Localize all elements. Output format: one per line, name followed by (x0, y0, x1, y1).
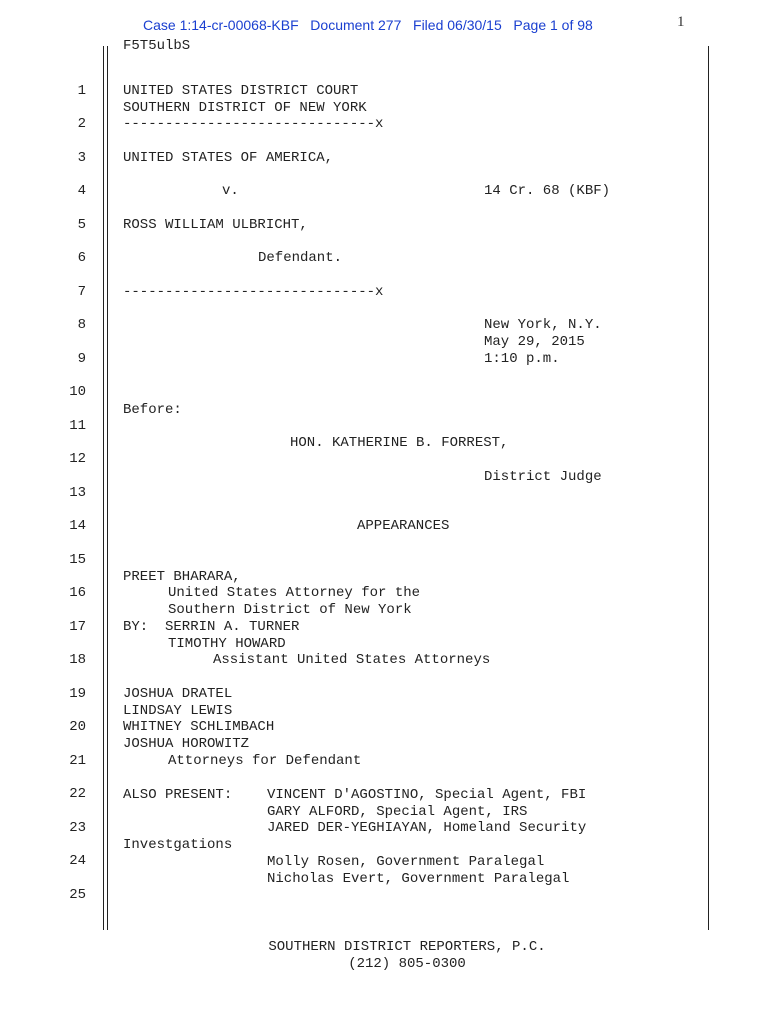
right-margin-rule (708, 46, 709, 930)
line-number: 21 (69, 753, 86, 769)
line-number: 4 (77, 183, 86, 199)
defense-attorney: LINDSAY LEWIS (123, 703, 233, 719)
line-number: 12 (69, 451, 86, 467)
caption-separator-bottom: ------------------------------x (123, 284, 384, 300)
line-number: 24 (69, 853, 86, 869)
also-present-person: GARY ALFORD, Special Agent, IRS (267, 804, 528, 820)
line-number: 18 (69, 652, 86, 668)
line-number: 10 (69, 384, 86, 400)
line-number: 17 (69, 619, 86, 635)
prosecution-lead: PREET BHARARA, (123, 569, 241, 585)
line-number: 8 (77, 317, 86, 333)
line-number: 22 (69, 786, 86, 802)
line-number: 2 (77, 116, 86, 132)
before-label: Before: (123, 402, 182, 418)
line-number: 13 (69, 485, 86, 501)
also-present-person: Molly Rosen, Government Paralegal (267, 854, 545, 870)
judge-name: HON. KATHERINE B. FORREST, (290, 435, 509, 451)
line-number: 15 (69, 552, 86, 568)
line-number: 20 (69, 719, 86, 735)
line-number: 5 (77, 217, 86, 233)
case-number: 14 Cr. 68 (KBF) (484, 183, 611, 199)
court-name: UNITED STATES DISTRICT COURT (123, 83, 359, 99)
also-present-person: VINCENT D'AGOSTINO, Special Agent, FBI (267, 787, 587, 803)
defense-attorney: JOSHUA HOROWITZ (123, 736, 250, 752)
defendant-name: ROSS WILLIAM ULBRICHT, (123, 217, 308, 233)
line-number: 19 (69, 686, 86, 702)
defense-attorney: WHITNEY SCHLIMBACH (123, 719, 275, 735)
line-number: 14 (69, 518, 86, 534)
footer-phone: (212) 805-0300 (348, 956, 466, 972)
line-number: 11 (69, 418, 86, 434)
hearing-time: 1:10 p.m. (484, 351, 560, 367)
district-name: SOUTHERN DISTRICT OF NEW YORK (123, 100, 367, 116)
line-number: 16 (69, 585, 86, 601)
appearances-heading: APPEARANCES (357, 518, 450, 534)
page-number-corner: 1 (677, 14, 685, 30)
line-number: 7 (77, 284, 86, 300)
file-code: F5T5ulbS (123, 38, 191, 54)
left-margin-rule-outer (103, 46, 104, 930)
line-number: 6 (77, 250, 86, 266)
case-header-stamp: Case 1:14-cr-00068-KBF Document 277 Filed 06/30/15 Page 1 of 98 (143, 17, 593, 33)
line-number: 3 (77, 150, 86, 166)
line-number: 1 (77, 83, 86, 99)
defense-attorney: JOSHUA DRATEL (123, 686, 233, 702)
also-present-person-continued: Investgations (123, 837, 233, 853)
hearing-location: New York, N.Y. (484, 317, 602, 333)
caption-separator-top: ------------------------------x (123, 116, 384, 132)
line-number: 23 (69, 820, 86, 836)
also-present-label: ALSO PRESENT: (123, 787, 233, 803)
also-present-person: Nicholas Evert, Government Paralegal (267, 871, 570, 887)
line-number: 25 (69, 887, 86, 903)
prosecution-role: United States Attorney for the (168, 585, 421, 601)
prosecution-attorney-role: Assistant United States Attorneys (213, 652, 491, 668)
hearing-date: May 29, 2015 (484, 334, 585, 350)
prosecution-by: BY: SERRIN A. TURNER (123, 619, 300, 635)
plaintiff-name: UNITED STATES OF AMERICA, (123, 150, 334, 166)
prosecution-attorney: TIMOTHY HOWARD (168, 636, 286, 652)
defense-role: Attorneys for Defendant (168, 753, 362, 769)
defendant-label: Defendant. (258, 250, 343, 266)
judge-title: District Judge (484, 469, 602, 485)
left-margin-rule-inner (107, 46, 108, 930)
prosecution-district: Southern District of New York (168, 602, 412, 618)
line-number: 9 (77, 351, 86, 367)
versus-label: v. (222, 183, 239, 199)
footer-reporter: SOUTHERN DISTRICT REPORTERS, P.C. (268, 939, 546, 955)
also-present-person: JARED DER-YEGHIAYAN, Homeland Security (267, 820, 587, 836)
